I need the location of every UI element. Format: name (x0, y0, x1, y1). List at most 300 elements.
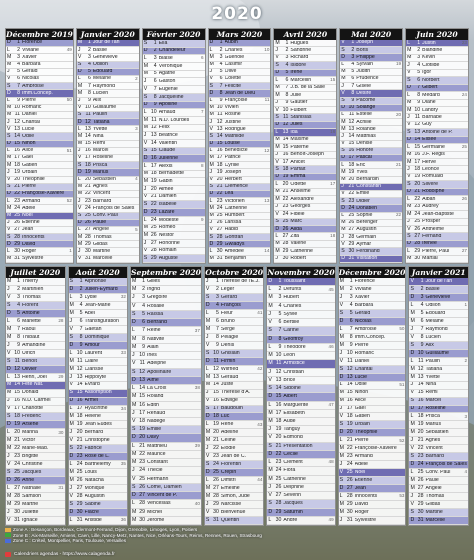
week-number: 49 (328, 517, 334, 523)
day-number: 21 (139, 442, 145, 449)
saint-name: Solange (356, 105, 376, 111)
weekday-letter: J (410, 381, 414, 388)
day-number: 6 (142, 319, 145, 326)
day-row (274, 181, 336, 188)
weekday-letter: S (132, 368, 136, 375)
saint-name: Augustin (356, 227, 377, 233)
saint-name: Mariette (22, 318, 41, 324)
weekday-letter: M (268, 467, 273, 474)
saint-name: Romaric (354, 350, 374, 356)
day-number: 16 (414, 151, 421, 158)
day-number: 21 (14, 183, 20, 190)
weekday-letter: M (209, 255, 214, 262)
day-number: 15 (150, 147, 157, 154)
weekday-letter: M (341, 68, 346, 75)
day-number: 24 (282, 211, 289, 217)
day-row (69, 485, 128, 493)
day-row (267, 294, 334, 302)
day-row (406, 189, 468, 196)
day-number: 13 (348, 126, 355, 132)
day-row (69, 382, 128, 390)
day-row (143, 109, 205, 117)
weekday-letter: D (410, 461, 415, 468)
day-number: 8 (79, 333, 83, 340)
day-number: 16 (346, 397, 353, 404)
weekday-letter: S (268, 385, 272, 392)
day-row (205, 294, 264, 302)
saint-name: Nadège (147, 419, 166, 424)
day-number: 12 (139, 368, 145, 375)
day-number: 19 (282, 173, 289, 180)
day-row (406, 129, 468, 136)
day-number: 23 (14, 198, 20, 204)
week-number: 33 (120, 349, 126, 355)
saint-name: François (220, 302, 241, 308)
day-row (406, 241, 468, 248)
week-number: 46 (328, 344, 334, 350)
saint-name: Guillaume (92, 105, 117, 111)
day-number: 9 (417, 99, 421, 106)
weekday-letter: M (7, 54, 12, 60)
weekday-letter: M (268, 294, 273, 301)
saint-name: Sandrine (290, 48, 312, 54)
day-number: 24 (139, 467, 145, 474)
day-number: 20 (14, 176, 20, 183)
day-list (340, 40, 402, 263)
day-number: 15 (417, 389, 424, 396)
weekday-letter: S (341, 47, 345, 53)
weekday-letter: M (410, 373, 415, 380)
day-row (6, 310, 65, 318)
day-row (77, 227, 139, 234)
weekday-letter: M (132, 335, 137, 342)
day-number: 11 (414, 114, 421, 120)
day-number: 11 (139, 360, 145, 367)
day-number: 16 (417, 397, 424, 404)
weekday-letter: J (7, 119, 10, 125)
day-number: 14 (348, 133, 355, 139)
day-row (205, 461, 264, 469)
weekday-letter: J (143, 239, 147, 246)
day-number: 8 (420, 333, 424, 340)
day-row (406, 211, 468, 218)
weekday-letter: V (275, 159, 279, 165)
weekday-letter: M (410, 477, 415, 484)
weekday-letter: M (143, 224, 149, 231)
saint-name: Thomas (425, 494, 445, 500)
day-number: 6 (349, 317, 353, 324)
weekday-letter: D (143, 155, 148, 162)
saint-name: Prudence (356, 76, 379, 82)
saint-name: Damien (158, 194, 177, 200)
saint-name: Dominique (84, 334, 110, 340)
day-number: 20 (348, 176, 355, 183)
saint-name: Geneviève (425, 294, 451, 300)
saint-name: Aimé (147, 377, 159, 383)
weekday-letter: J (205, 333, 209, 340)
week-number: 44 (257, 477, 263, 483)
weekday-letter: L (407, 196, 411, 202)
day-number: 19 (139, 426, 145, 433)
weekday-letter: L (143, 163, 147, 169)
weekday-letter: V (77, 255, 82, 262)
weekday-letter: D (407, 136, 411, 143)
day-number: 31 (213, 517, 219, 523)
saint-name: Eric (356, 162, 366, 168)
day-row (340, 256, 402, 263)
weekday-letter: M (7, 162, 12, 168)
day-row (267, 377, 334, 385)
day-row (339, 278, 406, 286)
day-row (406, 196, 468, 203)
saint-name: Thècle (147, 468, 163, 474)
saint-name: Martinien (22, 286, 44, 292)
day-row (209, 76, 271, 83)
saint-name: Christophe (84, 438, 110, 444)
saint-name: Kévin (422, 55, 436, 61)
day-number: 15 (275, 393, 282, 400)
day-row (339, 509, 406, 517)
saint-name: Maurice (147, 451, 166, 457)
day-number: 4 (278, 302, 282, 309)
day-row (6, 437, 65, 445)
weekday-letter: J (407, 114, 410, 120)
saint-name: Jour de l'an (425, 278, 453, 284)
weekday-letter: D (7, 40, 11, 46)
day-number: 27 (282, 233, 289, 239)
day-number: 7 (417, 84, 421, 91)
day-number: 19 (346, 421, 353, 428)
saint-name: Adèle (354, 462, 368, 468)
saint-name: Adelphe (147, 361, 167, 367)
day-number: 19 (76, 421, 83, 428)
weekday-letter: V (407, 121, 411, 128)
day-number: 4 (219, 61, 223, 68)
weekday-letter: L (7, 47, 10, 53)
day-number: 30 (417, 509, 424, 515)
day-row (340, 191, 402, 198)
day-number: 23 (213, 453, 219, 460)
week-number: 3 (464, 413, 467, 419)
day-number: 12 (346, 365, 353, 372)
saint-name: Germain (356, 234, 377, 240)
week-number: 21 (396, 162, 402, 167)
day-row (406, 233, 468, 240)
day-row (205, 374, 264, 382)
saint-name: Vincent (92, 191, 111, 197)
day-number: 31 (85, 255, 91, 262)
month-column (408, 266, 469, 526)
saint-name: Jérôme (147, 517, 165, 523)
saint-name: Catherine (290, 248, 313, 254)
saint-name: Claude (158, 148, 176, 154)
day-number: 5 (153, 70, 157, 77)
day-number: 1 (285, 40, 289, 46)
saint-name: Valérie (290, 241, 307, 247)
day-row (406, 55, 468, 62)
saint-name: Habib (224, 227, 239, 233)
month-header: Mars 2020 (209, 29, 271, 40)
day-row (274, 241, 336, 248)
saint-name: Firmin (220, 358, 236, 364)
weekday-letter: V (209, 176, 214, 183)
saint-name: Jean de C. (220, 454, 247, 460)
day-number: 26 (216, 219, 223, 226)
day-row (340, 227, 402, 234)
day-number: 26 (414, 225, 421, 232)
day-number: 31 (76, 517, 83, 523)
saint-name: Sylvie (283, 311, 298, 317)
saint-name: Matthieu (147, 443, 167, 449)
weekday-letter: S (132, 426, 136, 433)
weekday-letter: M (209, 104, 214, 111)
week-number: 4 (464, 469, 467, 475)
day-row (406, 92, 468, 99)
day-number: 6 (278, 319, 282, 326)
day-row (6, 318, 65, 326)
day-number: 30 (14, 248, 20, 254)
saint-name: Audrey (422, 204, 439, 210)
saint-name: Fleur (220, 310, 233, 316)
day-row (406, 159, 468, 166)
zone-b-swatch (5, 533, 11, 537)
saint-name: Paterne (290, 144, 309, 150)
saint-name: Elisabeth (283, 410, 305, 416)
day-number: 7 (216, 325, 219, 332)
weekday-letter: J (205, 501, 209, 507)
footer-text: Calendriers agendas - https://www.calagenda.fr (14, 552, 115, 557)
day-number: 23 (216, 198, 223, 204)
saint-name: Thérèse de l'E.J. (220, 278, 260, 284)
day-number: 17 (213, 405, 219, 412)
day-number: 26 (282, 225, 289, 232)
footer-credit[interactable] (5, 552, 115, 557)
weekday-letter: M (341, 75, 346, 82)
weekday-letter: M (410, 421, 415, 428)
day-row (340, 47, 402, 54)
month-header: Décembre 2020 (338, 268, 406, 277)
day-number: 25 (76, 469, 83, 476)
day-number: 29 (14, 241, 20, 247)
day-row (409, 461, 468, 469)
week-number: 9 (200, 216, 204, 222)
weekday-letter: L (410, 301, 414, 308)
day-number: 9 (17, 341, 20, 348)
day-number: 21 (348, 183, 355, 190)
saint-name: Carine (283, 328, 299, 334)
saint-name: Fulbert (290, 107, 307, 113)
day-row (131, 434, 201, 442)
saint-name: Vincent de P. (147, 493, 178, 499)
weekday-letter: D (7, 241, 11, 247)
day-row (69, 501, 128, 509)
day-number: 2 (87, 47, 91, 53)
weekday-letter: M (77, 40, 83, 46)
weekday-letter: L (7, 198, 10, 204)
weekday-letter: V (77, 54, 82, 60)
month-column (68, 266, 129, 526)
saint-name: Romain (158, 248, 177, 254)
weekday-letter: V (410, 445, 414, 452)
weekday-letter: L (268, 516, 272, 523)
month-header: Avril 2020 (274, 29, 336, 40)
saint-name: Sabine (84, 502, 101, 507)
day-row (77, 141, 139, 148)
day-number: 28 (14, 493, 20, 500)
saint-name: Inès (147, 353, 157, 359)
saint-name: Marc (290, 219, 302, 225)
day-row (406, 144, 468, 151)
saint-name: Joseph (356, 40, 373, 46)
saint-name: Reine (147, 328, 161, 334)
day-number: 4 (417, 62, 421, 68)
saint-name: Gilbert (422, 85, 438, 91)
day-number: 13 (150, 132, 157, 138)
weekday-letter: S (69, 389, 73, 396)
day-row (274, 47, 336, 54)
weekday-letter: J (339, 293, 343, 300)
day-row (6, 334, 65, 342)
week-number: 51 (66, 147, 72, 153)
saint-name: Léger (220, 286, 235, 292)
day-row (267, 500, 334, 508)
day-row (267, 303, 334, 311)
saint-name: Parfait (290, 167, 306, 173)
day-number: 25 (282, 218, 289, 225)
weekday-letter: M (341, 226, 346, 233)
weekday-letter: M (7, 61, 12, 68)
weekday-letter: D (209, 241, 214, 247)
week-number: 2 (464, 357, 467, 363)
day-row (69, 493, 128, 501)
day-row (77, 184, 139, 191)
day-row (77, 198, 139, 205)
saint-name: Géraud (220, 374, 239, 380)
day-number: 10 (282, 106, 289, 113)
day-number: 17 (417, 405, 424, 412)
day-row (6, 54, 73, 61)
day-number: 14 (417, 381, 424, 388)
day-number: 8 (17, 333, 20, 340)
weekday-letter: J (341, 83, 344, 89)
saint-name: Sébastien (92, 177, 116, 183)
day-row (69, 366, 128, 374)
day-row (6, 162, 73, 169)
week-number: 16 (330, 129, 336, 135)
weekday-letter: S (143, 201, 148, 208)
day-row (205, 413, 264, 421)
weekday-letter: M (77, 140, 83, 147)
day-row (209, 213, 271, 220)
saint-name: Jean (354, 486, 366, 492)
weekday-letter: J (7, 68, 10, 75)
day-row (69, 342, 128, 350)
weekday-letter: M (209, 111, 214, 118)
day-row (69, 406, 128, 414)
saint-name: Emilie (147, 427, 162, 433)
day-number: 1 (420, 278, 424, 284)
saint-name: Rodolphe (422, 189, 445, 195)
day-row (205, 437, 264, 445)
saint-name: Laurent (84, 350, 103, 356)
day-list (143, 40, 205, 263)
saint-name: Vivien (224, 105, 239, 111)
day-number: 21 (213, 437, 219, 444)
weekday-letter: J (7, 341, 10, 348)
saint-name: Benjamin (224, 256, 247, 262)
day-number: 14 (213, 381, 219, 388)
day-row (6, 413, 65, 421)
week-number: 26 (461, 196, 467, 202)
day-number: 5 (417, 69, 421, 76)
day-row (406, 181, 468, 188)
saint-name: Charles (224, 47, 243, 53)
day-number: 15 (213, 389, 219, 396)
weekday-letter: V (341, 90, 345, 96)
weekday-letter: S (69, 501, 73, 507)
week-number: 8 (200, 163, 204, 169)
saint-name: Adeline (220, 430, 239, 436)
weekday-letter: L (268, 286, 272, 293)
saint-name: Ignace (22, 517, 38, 523)
weekday-letter: J (209, 169, 213, 175)
saint-name: Léa (224, 191, 234, 197)
weekday-letter: S (7, 234, 11, 240)
saint-name: Ingrid (147, 287, 160, 293)
weekday-letter: D (410, 517, 415, 523)
weekday-letter: M (339, 397, 344, 404)
saint-name: Florentin (220, 462, 242, 468)
day-number: 24 (417, 461, 424, 468)
saint-name: Edwige (220, 398, 238, 404)
weekday-letter: S (205, 405, 210, 412)
saint-name: Herbert (224, 177, 242, 183)
day-number: 9 (420, 341, 424, 348)
day-row (69, 398, 128, 406)
weekday-letter: M (7, 445, 12, 452)
week-number: 11 (264, 97, 270, 103)
day-number: 28 (85, 234, 91, 240)
week-number: 4 (135, 176, 138, 182)
day-row (143, 71, 205, 79)
day-number: 20 (85, 176, 91, 183)
day-row (205, 509, 264, 517)
day-number: 6 (79, 317, 83, 324)
saint-name: Ferdinand (356, 248, 380, 254)
day-row (77, 148, 139, 155)
day-row (77, 191, 139, 198)
day-number: 26 (76, 477, 83, 484)
day-number: 1 (219, 40, 223, 46)
saint-name: Amédée (224, 248, 244, 254)
weekday-letter: S (407, 77, 411, 83)
day-row (340, 119, 402, 126)
day-number: 5 (142, 310, 145, 317)
day-number: 25 (417, 469, 424, 476)
saint-name: Diane (422, 100, 436, 106)
day-number: 14 (139, 385, 145, 392)
saint-name: Sylvain (356, 62, 373, 68)
saint-name: Rosalie (147, 303, 165, 309)
day-row (205, 469, 264, 477)
saint-name: Roseline (92, 155, 114, 161)
day-row (69, 509, 128, 517)
day-number: 18 (85, 162, 91, 168)
saint-name: Gatien (354, 414, 370, 420)
day-number: 25 (150, 224, 157, 231)
day-row (6, 213, 73, 220)
day-number: 29 (150, 255, 157, 261)
